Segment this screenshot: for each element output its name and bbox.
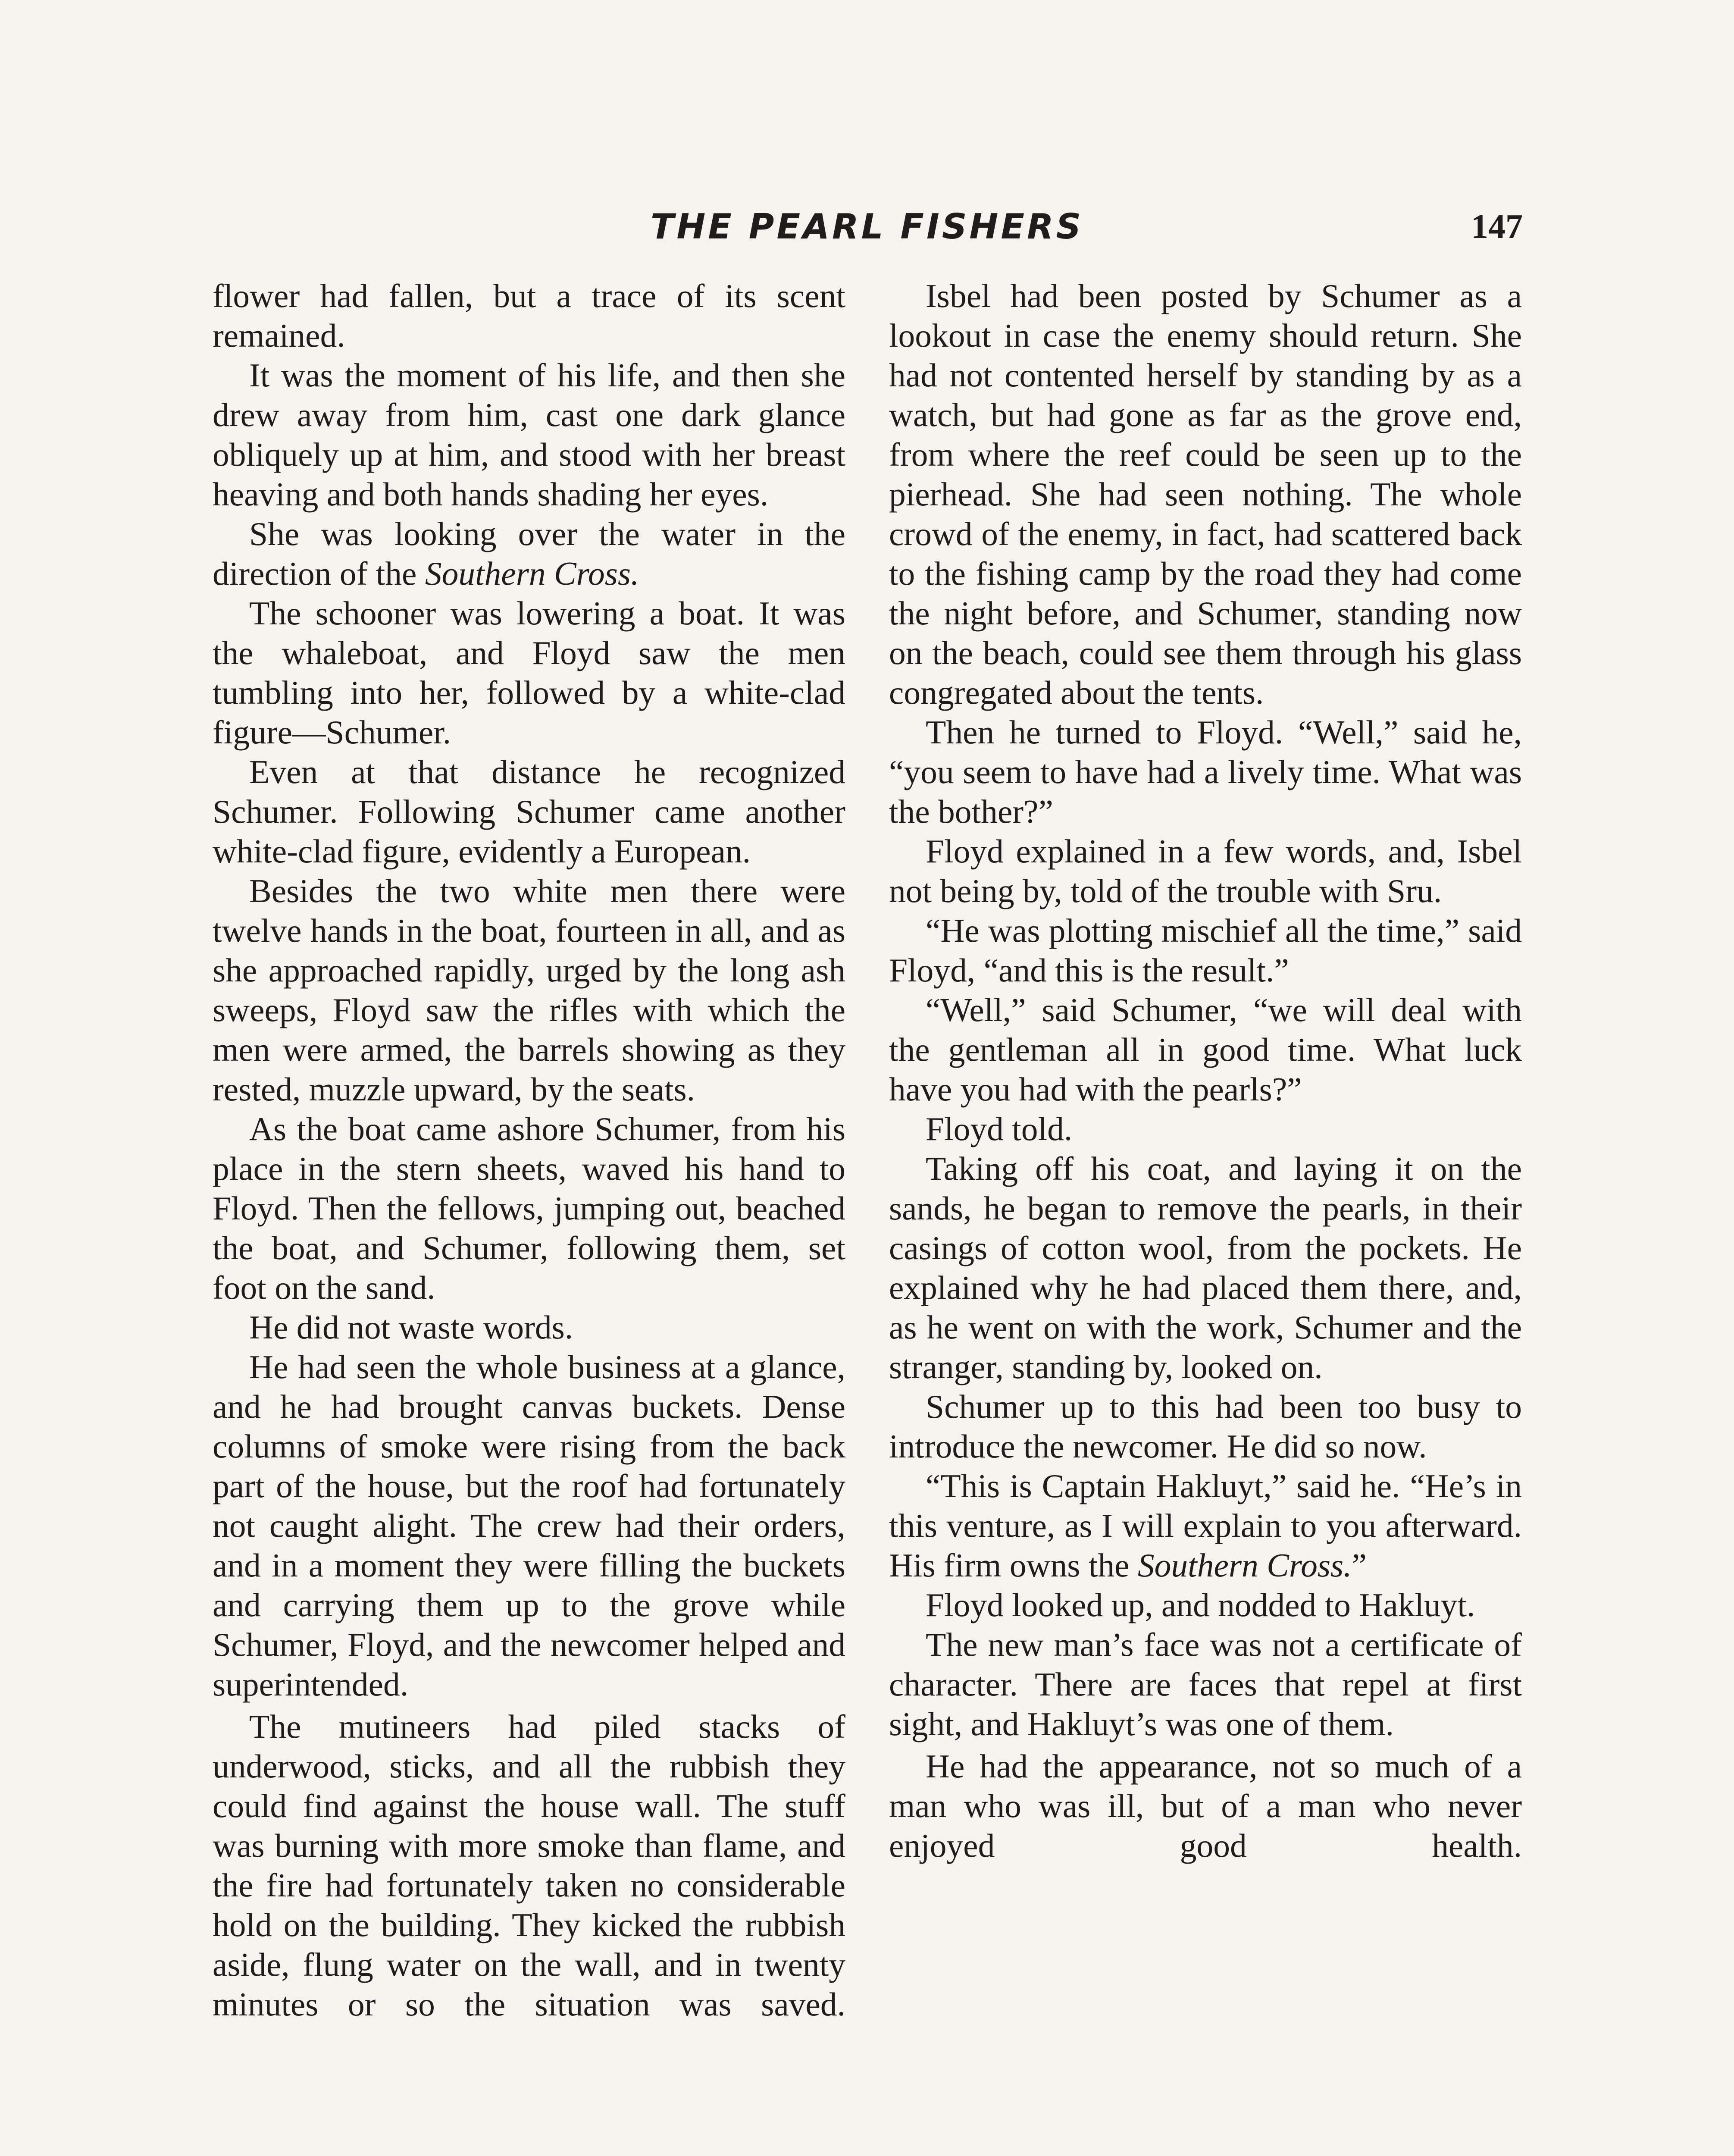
paragraph: Isbel had been posted by Schumer as a lookout in case the enemy should return. She had not contented herself by standing by as a watch, but had gone as far as the grove end, from where the reef could be seen up to the pierhead. She had seen nothing. The whole crowd of the enemy, in fact, had scattered back to the fishing camp by the road they had come the night before, and Schumer, standing now on the beach, could see them through his glass congregated about the tents.: [889, 277, 1522, 711]
paragraph-text: She was looking over the water in the direction of the: [213, 515, 845, 592]
paragraph: He did not waste words.: [249, 1309, 573, 1346]
paragraph: Besides the two white men there were twelve hands in the boat, fourteen in all, and as she approached rapidly, urged by the long ash sweeps, Floyd saw the rifles with which the men were armed, the barrels showing as they rested, muzzle upward, by the seats.: [213, 872, 845, 1108]
paragraph: Taking off his coat, and laying it on the sands, he began to remove the pearls, in their casings of cotton wool, from the pockets. He explained why he had placed them there, and, as he went on with the work, Schumer and the stranger, standing by, looked on.: [889, 1150, 1522, 1385]
ship-name: Southern Cross.: [425, 555, 639, 592]
paragraph: Schumer up to this had been too busy to introduce the newcomer. He did so now.: [889, 1388, 1522, 1465]
paragraph: flower had fallen, but a trace of its scent remained.: [213, 277, 845, 354]
paragraph: Even at that distance he recognized Schumer. Following Schumer came another white-clad figure, evidently a European.: [213, 753, 845, 870]
paragraph: [213, 514, 845, 593]
paragraph: “He was plotting mischief all the time,” said Floyd, “and this is the result.”: [889, 912, 1522, 989]
paragraph: The schooner was lowering a boat. It was the whaleboat, and Floyd saw the men tumbling into her, followed by a white-clad figure—Schumer.: [213, 595, 845, 751]
paragraph-text: “This is Captain Hakluyt,” said he. “He’s in this venture, as I will explain to you afterward. His firm owns the: [889, 1467, 1522, 1584]
left-column: [213, 276, 845, 2024]
running-header: [0, 201, 1734, 253]
paragraph: The new man’s face was not a certificate of character. There are faces that repel at first sight, and Hakluyt’s was one of them.: [889, 1626, 1522, 1742]
paragraph: It was the moment of his life, and then she drew away from him, cast one dark glance obliquely up at him, and stood with her breast heaving and both hands shading her eyes.: [213, 357, 845, 513]
paragraph: Then he turned to Floyd. “Well,” said he, “you seem to have had a lively time. What was the bother?”: [889, 714, 1522, 830]
paragraph: [889, 1466, 1522, 1585]
closing-quote: ”: [1352, 1547, 1367, 1584]
paragraph: “Well,” said Schumer, “we will deal with the gentleman all in good time. What luck have you had with the pearls?”: [889, 991, 1522, 1108]
paragraph: Floyd explained in a few words, and, Isbel not being by, told of the trouble with Sru.: [889, 833, 1522, 909]
page-number: 147: [1471, 208, 1523, 246]
paragraph: Floyd told.: [926, 1110, 1073, 1147]
paragraph: As the boat came ashore Schumer, from his place in the stern sheets, waved his hand to Floyd. Then the fellows, jumping out, beached the boat, and Schumer, following them, set foot on the sand.: [213, 1110, 845, 1306]
running-title: THE PEARL FISHERS: [650, 207, 1084, 247]
right-column: [889, 276, 1522, 1865]
paragraph: He had the appearance, not so much of a man who was ill, but of a man who never enjoyed good health.: [889, 1748, 1522, 1864]
paragraph: He had seen the whole business at a glance, and he had brought canvas buckets. Dense columns of smoke were rising from the back part of the house, but the roof had fortunately not caught alight. The crew had their orders, and in a moment they were filling the buckets and carrying them up to the grove while Schumer, Floyd, and the newcomer helped and superintended.: [213, 1348, 845, 1703]
ship-name: Southern Cross.: [1137, 1547, 1352, 1584]
paragraph: The mutineers had piled stacks of underwood, sticks, and all the rubbish they could find against the house wall. The stuff was burning with more smoke than flame, and the fire had fortunately taken no considerable hold on the building. They kicked the rubbish aside, flung water on the wall, and in twenty minutes or so the situation was saved.: [213, 1708, 845, 2023]
paragraph: Floyd looked up, and nodded to Hakluyt.: [926, 1586, 1475, 1623]
